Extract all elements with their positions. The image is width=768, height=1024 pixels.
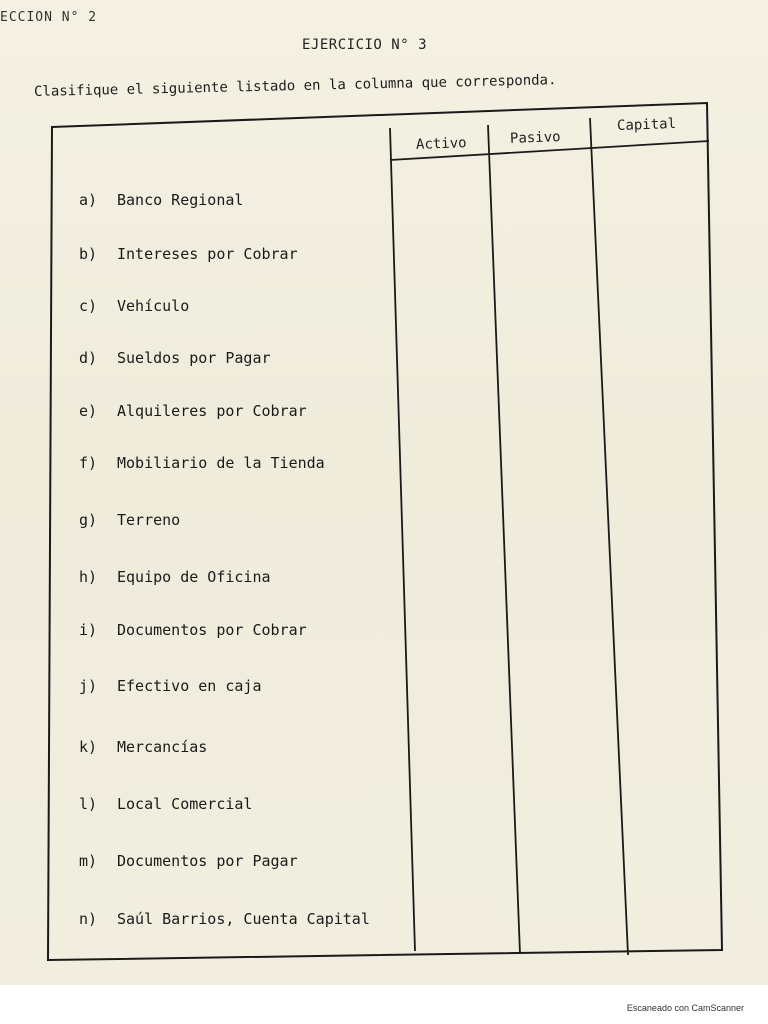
list-item	[79, 910, 370, 928]
item-label: Terreno	[117, 511, 181, 529]
item-label: Intereses por Cobrar	[117, 245, 298, 263]
item-letter: m)	[79, 852, 98, 870]
list-item	[79, 568, 271, 586]
item-label: Banco Regional	[117, 191, 244, 209]
item-letter: n)	[79, 910, 98, 928]
item-label: Vehículo	[117, 297, 190, 315]
list-item	[79, 402, 307, 420]
item-label: Local Comercial	[117, 795, 253, 813]
list-item	[79, 349, 271, 367]
item-letter: i)	[79, 621, 98, 639]
item-label: Saúl Barrios, Cuenta Capital	[117, 910, 370, 928]
item-label: Documentos por Cobrar	[117, 621, 307, 639]
item-letter: d)	[79, 349, 98, 367]
list-item	[79, 511, 180, 529]
item-label: Documentos por Pagar	[117, 852, 298, 870]
list-item	[79, 677, 262, 695]
item-label: Mercancías	[117, 738, 208, 756]
item-letter: h)	[79, 568, 98, 586]
item-letter: l)	[79, 795, 98, 813]
item-label: Efectivo en caja	[117, 677, 262, 695]
list-item	[79, 852, 298, 870]
scanner-watermark: Escaneado con CamScanner	[626, 1003, 744, 1013]
list-item	[79, 795, 252, 813]
list-item	[79, 738, 207, 756]
item-label: Mobiliario de la Tienda	[117, 454, 325, 472]
column-header-pasivo: Pasivo	[509, 129, 561, 147]
list-item	[79, 245, 298, 263]
item-label: Equipo de Oficina	[117, 568, 271, 586]
list-item	[79, 297, 189, 315]
list-item	[79, 621, 307, 639]
item-letter: k)	[79, 738, 98, 756]
item-letter: b)	[79, 245, 98, 263]
item-label: Alquileres por Cobrar	[117, 402, 307, 420]
section-label: ECCION N° 2	[0, 10, 98, 25]
item-letter: c)	[79, 297, 98, 315]
column-header-activo: Activo	[415, 135, 467, 153]
exercise-title: EJERCICIO N° 3	[302, 37, 428, 53]
list-item	[79, 191, 243, 209]
item-letter: g)	[79, 511, 98, 529]
column-header-capital: Capital	[616, 115, 677, 135]
item-label: Sueldos por Pagar	[117, 349, 271, 367]
instructions-text: Clasifique el siguiente listado en la columna que corresponda.	[33, 72, 557, 100]
item-letter: f)	[79, 454, 98, 472]
item-letter: e)	[79, 402, 98, 420]
list-item	[79, 454, 325, 472]
item-letter: a)	[79, 191, 98, 209]
item-letter: j)	[79, 677, 98, 695]
